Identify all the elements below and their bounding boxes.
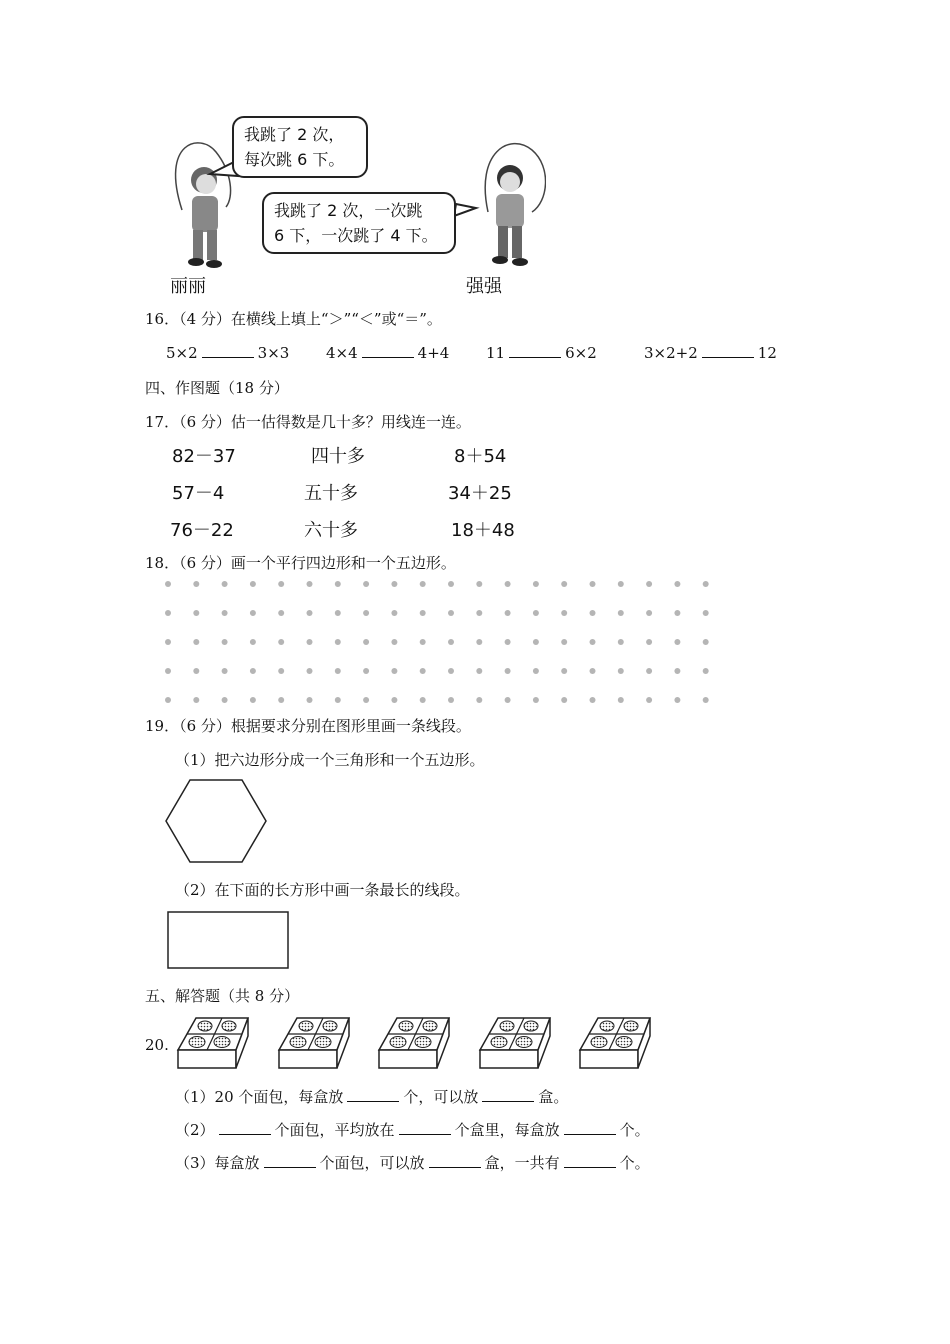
grid-dot[interactable] xyxy=(335,610,341,616)
bread-box-icon xyxy=(176,1016,250,1074)
grid-dot[interactable] xyxy=(448,610,454,616)
bread-box-icon xyxy=(277,1016,351,1074)
q19-part2: （2）在下面的长方形中画一条最长的线段。 xyxy=(175,881,470,899)
grid-dot[interactable] xyxy=(278,610,284,616)
grid-dot[interactable] xyxy=(165,697,171,703)
q19-part1: （1）把六边形分成一个三角形和一个五边形。 xyxy=(175,751,485,769)
grid-dot[interactable] xyxy=(618,639,624,645)
grid-dot[interactable] xyxy=(674,581,680,587)
grid-dot[interactable] xyxy=(222,610,228,616)
q16-item xyxy=(166,343,289,362)
grid-dot[interactable] xyxy=(561,610,567,616)
grid-dot[interactable] xyxy=(646,668,652,674)
grid-dot[interactable] xyxy=(278,668,284,674)
grid-dot[interactable] xyxy=(420,697,426,703)
grid-dot[interactable] xyxy=(590,697,596,703)
q20-p2-blank-3[interactable] xyxy=(564,1120,616,1135)
grid-dot[interactable] xyxy=(335,668,341,674)
q17-right-3[interactable]: 18＋48 xyxy=(451,520,515,541)
grid-dot[interactable] xyxy=(533,697,539,703)
q17-left-3[interactable]: 76－22 xyxy=(170,520,234,541)
girl-speech-bubble xyxy=(232,116,368,178)
q20-p2-text-a: （2） xyxy=(175,1121,215,1139)
grid-dot[interactable] xyxy=(250,581,256,587)
grid-dot[interactable] xyxy=(165,639,171,645)
bread-box-icon xyxy=(478,1016,552,1074)
boy-speech-line1: 我跳了 2 次，一次跳 xyxy=(274,201,423,220)
rectangle-shape[interactable] xyxy=(166,910,290,970)
grid-dot[interactable] xyxy=(307,668,313,674)
grid-dot[interactable] xyxy=(335,639,341,645)
hexagon-shape[interactable] xyxy=(164,776,268,866)
q16-item1-left: 5×2 xyxy=(166,344,198,362)
q17-right-1[interactable]: 8＋54 xyxy=(454,446,507,467)
boy-speech-bubble xyxy=(262,192,456,254)
q20-p2-text-b: 个面包，平均放在 xyxy=(274,1121,395,1139)
grid-dot[interactable] xyxy=(420,610,426,616)
girl-speech-line2: 每次跳 6 下。 xyxy=(244,150,345,169)
boy-speech-line2: 6 下，一次跳了 4 下。 xyxy=(274,226,438,245)
grid-dot[interactable] xyxy=(533,581,539,587)
grid-dot[interactable] xyxy=(307,639,313,645)
grid-dot[interactable] xyxy=(363,697,369,703)
q16-item2-left: 4×4 xyxy=(326,344,358,362)
grid-dot[interactable] xyxy=(674,639,680,645)
grid-dot[interactable] xyxy=(278,581,284,587)
grid-dot[interactable] xyxy=(590,610,596,616)
q16-blank-1[interactable] xyxy=(202,343,254,358)
grid-dot[interactable] xyxy=(363,639,369,645)
grid-dot[interactable] xyxy=(703,610,709,616)
q17-middle-3[interactable]: 六十多 xyxy=(304,520,358,541)
grid-dot[interactable] xyxy=(335,581,341,587)
grid-dot[interactable] xyxy=(363,668,369,674)
q16-blank-4[interactable] xyxy=(702,343,754,358)
q16-blank-3[interactable] xyxy=(509,343,561,358)
grid-dot[interactable] xyxy=(561,581,567,587)
grid-dot[interactable] xyxy=(533,668,539,674)
q20-part2 xyxy=(175,1119,650,1140)
q20-p3-text-d: 个。 xyxy=(619,1154,650,1172)
grid-dot[interactable] xyxy=(420,639,426,645)
q16-item2-right: 4+4 xyxy=(417,344,450,362)
jump-rope-illustration xyxy=(160,112,546,298)
q17-middle-2[interactable]: 五十多 xyxy=(304,483,358,504)
q16-item3-right: 6×2 xyxy=(565,344,597,362)
grid-dot[interactable] xyxy=(250,610,256,616)
grid-dot[interactable] xyxy=(363,581,369,587)
grid-dot[interactable] xyxy=(222,639,228,645)
grid-dot[interactable] xyxy=(703,668,709,674)
q17-left-1[interactable]: 82－37 xyxy=(172,446,236,467)
q20-p2-text-d: 个。 xyxy=(619,1121,650,1139)
q17-left-2[interactable]: 57－4 xyxy=(172,483,225,504)
q20-p1-text-c: 盒。 xyxy=(538,1088,569,1106)
grid-dot[interactable] xyxy=(222,668,228,674)
grid-dot[interactable] xyxy=(448,697,454,703)
grid-dot[interactable] xyxy=(618,581,624,587)
q20-p3-text-c: 盒，一共有 xyxy=(484,1154,560,1172)
grid-dot[interactable] xyxy=(476,697,482,703)
grid-dot[interactable] xyxy=(533,610,539,616)
grid-dot[interactable] xyxy=(250,639,256,645)
grid-dot[interactable] xyxy=(448,639,454,645)
grid-dot[interactable] xyxy=(307,697,313,703)
grid-dot[interactable] xyxy=(618,610,624,616)
grid-dot[interactable] xyxy=(646,581,652,587)
girl-name-label: 丽丽 xyxy=(170,276,206,297)
q20-p1-blank-1[interactable] xyxy=(347,1087,399,1102)
q20-number: 20. xyxy=(145,1036,169,1054)
bread-box-icon xyxy=(377,1016,451,1074)
q20-p1-blank-2[interactable] xyxy=(482,1087,534,1102)
grid-dot[interactable] xyxy=(420,581,426,587)
grid-dot[interactable] xyxy=(193,610,199,616)
grid-dot[interactable] xyxy=(363,610,369,616)
grid-dot[interactable] xyxy=(505,697,511,703)
grid-dot[interactable] xyxy=(476,668,482,674)
q18-title: 18．（6 分）画一个平行四边形和一个五边形。 xyxy=(145,554,456,572)
q17-title: 17．（6 分）估一估得数是几十多？用线连一连。 xyxy=(145,413,471,431)
boy-name-label: 强强 xyxy=(466,276,502,297)
q19-title: 19．（6 分）根据要求分别在图形里画一条线段。 xyxy=(145,717,471,735)
girl-speech-line1: 我跳了 2 次， xyxy=(244,125,345,144)
q20-part3 xyxy=(175,1152,650,1173)
grid-dot[interactable] xyxy=(448,581,454,587)
grid-dot[interactable] xyxy=(307,581,313,587)
grid-dot[interactable] xyxy=(278,697,284,703)
grid-dot[interactable] xyxy=(505,668,511,674)
q16-item4-left: 3×2+2 xyxy=(644,344,698,362)
grid-dot[interactable] xyxy=(505,610,511,616)
grid-dot[interactable] xyxy=(335,697,341,703)
grid-dot[interactable] xyxy=(222,581,228,587)
q20-p3-text-b: 个面包，可以放 xyxy=(319,1154,425,1172)
grid-dot[interactable] xyxy=(391,697,397,703)
q20-p3-blank-2[interactable] xyxy=(429,1153,481,1168)
q16-item4-right: 12 xyxy=(757,344,777,362)
grid-dot[interactable] xyxy=(165,610,171,616)
grid-dot[interactable] xyxy=(561,668,567,674)
grid-dot[interactable] xyxy=(307,610,313,616)
grid-dot[interactable] xyxy=(505,581,511,587)
q20-p2-text-c: 个盒里，每盒放 xyxy=(454,1121,560,1139)
q16-item xyxy=(326,343,449,362)
grid-dot[interactable] xyxy=(533,639,539,645)
q16-title: 16．（4 分）在横线上填上“＞”“＜”或“＝”。 xyxy=(145,310,442,328)
q20-p2-blank-2[interactable] xyxy=(399,1120,451,1135)
grid-dot[interactable] xyxy=(250,697,256,703)
grid-dot[interactable] xyxy=(561,639,567,645)
q20-p3-blank-3[interactable] xyxy=(564,1153,616,1168)
grid-dot[interactable] xyxy=(193,668,199,674)
grid-dot[interactable] xyxy=(278,639,284,645)
grid-dot[interactable] xyxy=(561,697,567,703)
grid-dot[interactable] xyxy=(476,610,482,616)
grid-dot[interactable] xyxy=(165,668,171,674)
grid-dot[interactable] xyxy=(646,697,652,703)
grid-dot[interactable] xyxy=(590,668,596,674)
grid-dot[interactable] xyxy=(420,668,426,674)
q20-p3-blank-1[interactable] xyxy=(264,1153,316,1168)
grid-dot[interactable] xyxy=(674,697,680,703)
q20-p3-text-a: （3）每盒放 xyxy=(175,1154,260,1172)
section5-title: 五、解答题（共 8 分） xyxy=(145,987,300,1005)
q17-right-2[interactable]: 34＋25 xyxy=(448,483,512,504)
grid-dot[interactable] xyxy=(391,610,397,616)
q16-item xyxy=(644,343,777,362)
grid-dot[interactable] xyxy=(505,639,511,645)
grid-dot[interactable] xyxy=(674,668,680,674)
q20-p2-blank-1[interactable] xyxy=(219,1120,271,1135)
q20-part1 xyxy=(175,1086,568,1107)
grid-dot[interactable] xyxy=(590,639,596,645)
grid-dot[interactable] xyxy=(703,581,709,587)
grid-dot[interactable] xyxy=(590,581,596,587)
q20-p1-text-b: 个，可以放 xyxy=(403,1088,479,1106)
grid-dot[interactable] xyxy=(250,668,256,674)
grid-dot[interactable] xyxy=(391,639,397,645)
bread-box-icon xyxy=(578,1016,652,1074)
grid-dot[interactable] xyxy=(193,639,199,645)
q20-p1-text-a: （1）20 个面包，每盒放 xyxy=(175,1088,344,1106)
grid-dot[interactable] xyxy=(618,697,624,703)
grid-dot[interactable] xyxy=(618,668,624,674)
grid-dot[interactable] xyxy=(476,581,482,587)
q17-middle-1[interactable]: 四十多 xyxy=(311,446,365,467)
q16-item3-left: 11 xyxy=(486,344,506,362)
grid-dot[interactable] xyxy=(448,668,454,674)
grid-dot[interactable] xyxy=(703,697,709,703)
section4-title: 四、作图题（18 分） xyxy=(145,379,289,397)
grid-dot[interactable] xyxy=(646,639,652,645)
grid-dot[interactable] xyxy=(391,668,397,674)
grid-dot[interactable] xyxy=(646,610,652,616)
q16-item xyxy=(486,343,597,362)
q16-item1-right: 3×3 xyxy=(257,344,290,362)
grid-dot[interactable] xyxy=(165,581,171,587)
q18-dot-grid[interactable] xyxy=(160,576,720,706)
grid-dot[interactable] xyxy=(222,697,228,703)
grid-dot[interactable] xyxy=(193,581,199,587)
grid-dot[interactable] xyxy=(703,639,709,645)
q16-blank-2[interactable] xyxy=(362,343,414,358)
grid-dot[interactable] xyxy=(391,581,397,587)
grid-dot[interactable] xyxy=(476,639,482,645)
grid-dot[interactable] xyxy=(674,610,680,616)
grid-dot[interactable] xyxy=(193,697,199,703)
